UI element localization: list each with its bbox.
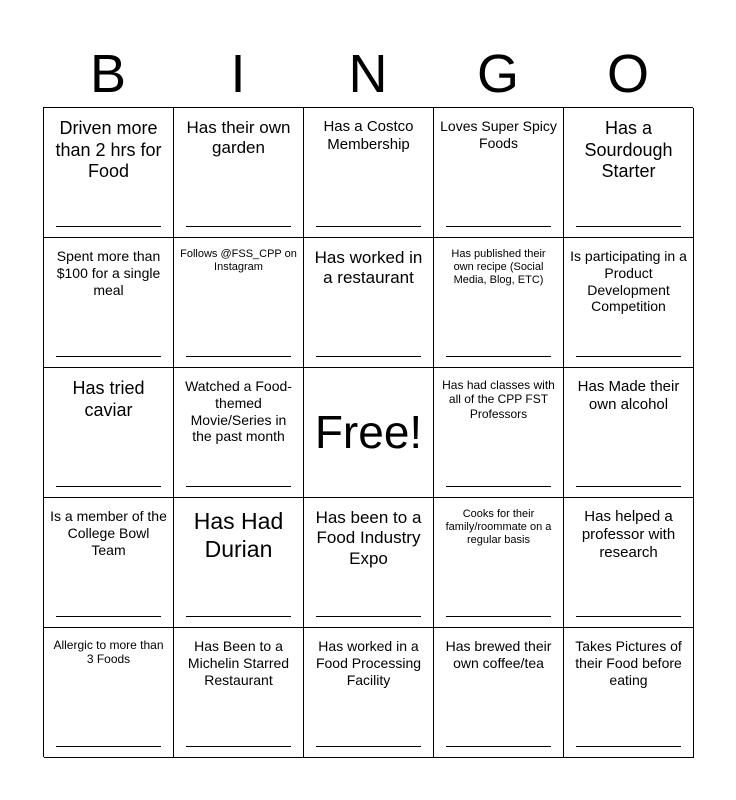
- bingo-cell[interactable]: [304, 498, 434, 628]
- cell-text: Has worked in a restaurant: [314, 248, 423, 288]
- cell-text: Follows @FSS_CPP on Instagram: [180, 248, 297, 274]
- cell-text: Is participating in a Product Development Competition: [570, 248, 687, 315]
- cell-text: Has Made their own alcohol: [577, 378, 680, 413]
- cell-text: Has brewed their own coffee/tea: [445, 638, 552, 671]
- cell-text: Has had classes with all of the CPP FST Professors: [442, 378, 555, 421]
- header-letter-g: G: [476, 44, 519, 104]
- signature-line: [316, 356, 421, 357]
- bingo-cell[interactable]: [174, 108, 304, 238]
- cell-text: Has Been to a Michelin Starred Restaurant: [187, 638, 290, 688]
- free-space-label: Free!: [314, 406, 423, 458]
- header-letter-o: O: [606, 44, 649, 104]
- bingo-cell[interactable]: [44, 628, 174, 758]
- bingo-cell[interactable]: [304, 628, 434, 758]
- cell-text: Has worked in a Food Processing Facility: [315, 638, 422, 688]
- bingo-cell[interactable]: [174, 498, 304, 628]
- signature-line: [56, 746, 161, 747]
- cell-text: Is a member of the College Bowl Team: [50, 508, 167, 558]
- bingo-cell[interactable]: [434, 238, 564, 368]
- bingo-cell[interactable]: [434, 108, 564, 238]
- cell-text: Has tried caviar: [72, 378, 145, 420]
- header-letter-b: B: [89, 44, 127, 104]
- bingo-cell[interactable]: [44, 498, 174, 628]
- signature-line: [56, 486, 161, 487]
- cell-text: Cooks for their family/roommate on a regular basis: [445, 508, 552, 547]
- signature-line: [56, 226, 161, 227]
- signature-line: [446, 616, 551, 617]
- cell-text: Has been to a Food Industry Expo: [315, 508, 422, 568]
- bingo-cell[interactable]: [304, 108, 434, 238]
- signature-line: [576, 226, 681, 227]
- signature-line: [316, 616, 421, 617]
- bingo-cell[interactable]: [564, 628, 694, 758]
- free-space-cell[interactable]: [304, 368, 434, 498]
- bingo-cell[interactable]: [564, 498, 694, 628]
- cell-text: Has a Sourdough Starter: [584, 118, 673, 182]
- cell-text: Watched a Food-themed Movie/Series in the past month: [185, 378, 292, 445]
- signature-line: [186, 486, 291, 487]
- bingo-cell[interactable]: [44, 368, 174, 498]
- signature-line: [576, 616, 681, 617]
- signature-line: [186, 226, 291, 227]
- bingo-cell[interactable]: [174, 238, 304, 368]
- cell-text: Takes Pictures of their Food before eating: [575, 638, 682, 688]
- signature-line: [576, 486, 681, 487]
- cell-text: Has published their own recipe (Social Media, Blog, ETC): [451, 248, 546, 287]
- bingo-cell[interactable]: [564, 238, 694, 368]
- bingo-cell[interactable]: [44, 108, 174, 238]
- signature-line: [446, 486, 551, 487]
- bingo-header: [43, 40, 693, 108]
- signature-line: [576, 746, 681, 747]
- signature-line: [56, 616, 161, 617]
- signature-line: [186, 356, 291, 357]
- signature-line: [56, 356, 161, 357]
- bingo-cell[interactable]: [564, 108, 694, 238]
- cell-text: Has helped a professor with research: [581, 508, 676, 561]
- signature-line: [576, 356, 681, 357]
- signature-line: [316, 226, 421, 227]
- signature-line: [446, 356, 551, 357]
- signature-line: [186, 616, 291, 617]
- signature-line: [446, 226, 551, 227]
- bingo-cell[interactable]: [174, 628, 304, 758]
- cell-text: Spent more than $100 for a single meal: [56, 248, 161, 298]
- bingo-cell[interactable]: [564, 368, 694, 498]
- bingo-cell[interactable]: [304, 238, 434, 368]
- bingo-cell[interactable]: [434, 368, 564, 498]
- cell-text: Has their own garden: [186, 118, 291, 158]
- bingo-grid: [43, 107, 693, 757]
- bingo-cell[interactable]: [174, 368, 304, 498]
- bingo-cell[interactable]: [434, 628, 564, 758]
- bingo-cell[interactable]: [44, 238, 174, 368]
- signature-line: [446, 746, 551, 747]
- cell-text: Has Had Durian: [193, 508, 284, 562]
- signature-line: [186, 746, 291, 747]
- cell-text: Allergic to more than 3 Foods: [53, 638, 164, 667]
- cell-text: Driven more than 2 hrs for Food: [55, 118, 162, 182]
- signature-line: [316, 746, 421, 747]
- bingo-cell[interactable]: [434, 498, 564, 628]
- cell-text: Loves Super Spicy Foods: [440, 118, 557, 151]
- cell-text: Has a Costco Membership: [323, 118, 414, 153]
- header-letter-i: I: [230, 44, 246, 104]
- header-letter-n: N: [348, 44, 388, 104]
